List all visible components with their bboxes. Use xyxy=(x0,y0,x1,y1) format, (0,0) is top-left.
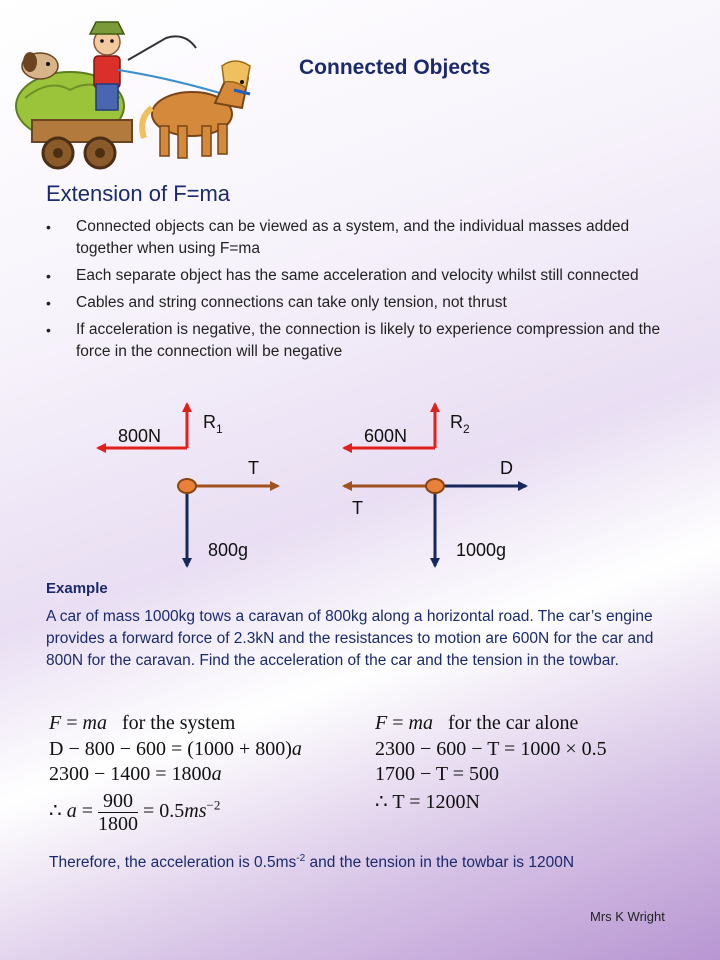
driving-label: D xyxy=(500,458,513,478)
section-heading: Extension of F=ma xyxy=(46,181,231,206)
car-equation-3: 1700 − T = 500 xyxy=(375,763,500,785)
example-label: Example xyxy=(46,580,108,597)
system-equation-2: D − 800 − 600 = (1000 + 800)a xyxy=(49,738,302,760)
bullet-list xyxy=(46,216,686,368)
resistance-label-left: 800N xyxy=(118,426,162,446)
system-equation-3: 2300 − 1400 = 1800a xyxy=(49,763,222,785)
car-equation-4: ∴ T = 1200N xyxy=(375,791,480,813)
weight-label-left: 800g xyxy=(208,540,249,560)
system-equation-1: F = ma for the system xyxy=(49,712,236,734)
bullet-item: • Connected objects can be viewed as a system, and the individual masses added together when using F=ma xyxy=(46,216,686,260)
fraction: $\frac{900}{1800}$ xyxy=(98,790,139,835)
mass-node-left xyxy=(178,479,196,493)
tension-label-left: T xyxy=(248,458,259,478)
reaction-label-left: $R_1$ xyxy=(203,412,223,436)
mass-node-right xyxy=(426,479,444,493)
conclusion-text: Therefore, the acceleration is $0.5ms^{-2}$ and the tension in the towbar is 1200N xyxy=(49,853,575,872)
farmer-horse-cart-illustration xyxy=(10,8,258,172)
car-equation-2: 2300 − 600 − T = 1000 × 0.5 xyxy=(375,738,607,760)
bullet-item: • If acceleration is negative, the connection is likely to experience compression and the force in the connection will be negative xyxy=(46,319,686,363)
bullet-item: • Each separate object has the same acceleration and velocity whilst still connected xyxy=(46,265,686,287)
force-diagrams xyxy=(0,390,720,580)
weight-label-right: 1000g xyxy=(456,540,507,560)
problem-text: A car of mass 1000kg tows a caravan of 800kg along a horizontal road. The car’s engine provides a forward force of 2.3kN and the resistances to motion are 600N for the car and 800N for the caravan. Find the acceleration of the car and the tension in the towbar. xyxy=(46,608,654,669)
acceleration-working: ∴ a = $\frac{900}{1800}$ = $0.5ms^{-2}$ xyxy=(49,790,221,835)
reaction-label-right: $R_2$ xyxy=(450,412,470,436)
car-equation-1: F = ma for the car alone xyxy=(375,712,579,734)
tension-label-right: T xyxy=(352,498,363,518)
author-credit: Mrs K Wright xyxy=(590,909,665,924)
slide-title: Connected Objects xyxy=(299,56,491,79)
resistance-label-right: 600N xyxy=(364,426,408,446)
bullet-item: • Cables and string connections can take only tension, not thrust xyxy=(46,292,686,314)
